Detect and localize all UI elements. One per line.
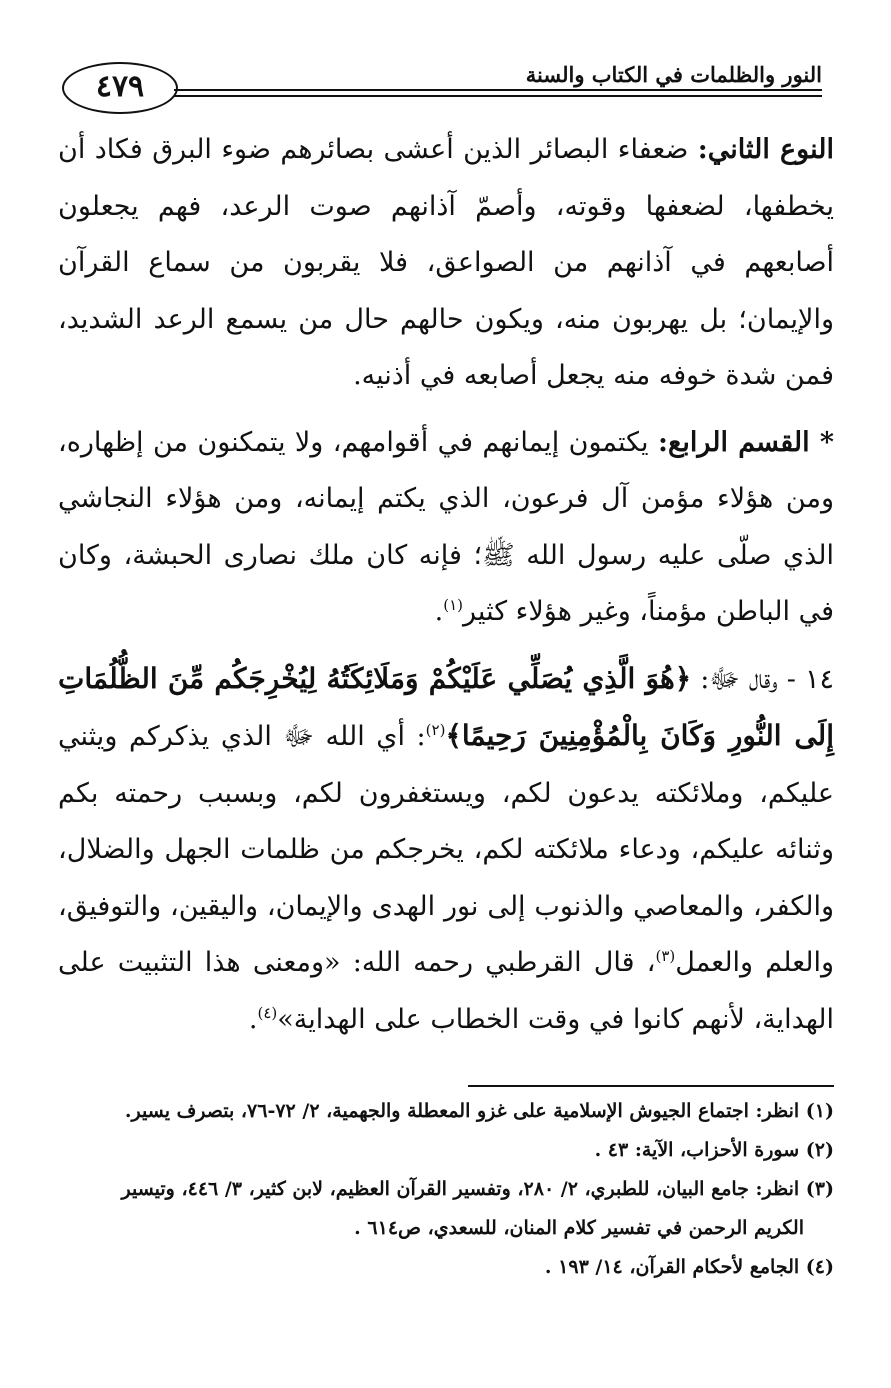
- footnote-2: (٢) سورة الأحزاب، الآية: ٤٣ .: [594, 1139, 834, 1161]
- running-title: النور والظلمات في الكتاب والسنة: [525, 62, 822, 87]
- paragraph-verse-14: [58, 651, 834, 1049]
- page-number: ٤٧٩: [62, 62, 178, 114]
- paragraph-text: ، قال القرطبي رحمه الله: «ومعنى هذا التثبيت على الهداية، لأنهم كانوا في وقت الخطاب على الهداية»: [58, 947, 834, 1035]
- paragraph-text: : أي الله ﷻ الذي يذكركم ويثني عليكم، وملائكته يدعون لكم، ويستغفرون لكم، وبسبب رحمته بكم وثنائه عليكم، ودعاء ملائكته لكم، يخرجكم من ظلمات الجهل والضلال، والكفر، والمعاصي والذنوب إلى نور الهدى والإيمان، واليقين، والتوفيق، والعلم والعمل: [58, 721, 834, 978]
- footnote-3: (٣) انظر: جامع البيان، للطبري، ٢/ ٢٨٠، وتفسير القرآن العظيم، لابن كثير، ٣/ ٤٤٦، وتيسير: [121, 1178, 834, 1200]
- paragraph-section-four: [58, 415, 834, 641]
- footnote-separator: [468, 1085, 834, 1087]
- quran-verse: ﴿هُوَ الَّذِي يُصَلِّي عَلَيْكُمْ وَمَلَائِكَتُهُ لِيُخْرِجَكُم مِّنَ الظُّلُمَاتِ إِلَى النُّورِ وَكَانَ بِالْمُؤْمِنِينَ رَحِيمًا﴾: [58, 661, 834, 752]
- footnotes: [58, 1092, 834, 1287]
- asterisk-marker: *: [809, 426, 834, 458]
- footnote-ref: (٣): [655, 947, 676, 965]
- paragraph-text: يكتمون إيمانهم في أقوامهم، ولا يتمكنون من إظهاره، ومن هؤلاء مؤمن آل فرعون، الذي يكتم إيمانه، ومن هؤلاء النجاشي الذي صلّى عليه رسول الله ﷺ؛ فإنه كان ملك نصارى الحبشة، وكان في الباطن مؤمناً، وغير هؤلاء كثير: [58, 426, 834, 627]
- paragraph-type-two: [58, 122, 834, 405]
- paragraph-end: .: [434, 596, 444, 627]
- paragraph-lead: القسم الرابع:: [657, 426, 810, 458]
- paragraph-text: ضعفاء البصائر الذين أعشى بصائرهم ضوء البرق فكاد أن يخطفها، لضعفها وقوته، وأصمّ آذانهم صوت الرعد، فهم يجعلون أصابعهم في آذانهم من الصواعق، فلا يقربون من سماع القرآن والإيمان؛ بل يهربون منه، ويكون حالهم حال من يسمع الرعد الشديد، فمن شدة خوفه منه يجعل أصابعه في أذنيه.: [58, 134, 834, 391]
- footnote-3-continued: الكريم الرحمن في تفسير كلام المنان، للسعدي، ص٦١٤ .: [354, 1217, 804, 1239]
- paragraph-lead: النوع الثاني:: [697, 134, 834, 165]
- footnote-ref: (٤): [257, 1003, 278, 1022]
- paragraph-end: .: [248, 1003, 258, 1035]
- footnote-1: (١) انظر: اجتماع الجيوش الإسلامية على غزو المعطلة والجهمية، ٢/ ٧٢-٧٦، بتصرف يسير.: [124, 1100, 834, 1122]
- footnote-ref: (٢): [425, 721, 446, 739]
- header-double-rule: [174, 89, 822, 97]
- footnote-4: (٤) الجامع لأحكام القرآن، ١٤/ ١٩٣ .: [544, 1256, 834, 1278]
- item-number: ١٤ - وقال ﷻ:: [691, 663, 834, 695]
- footnote-ref: (١): [443, 596, 464, 614]
- main-text: [58, 122, 834, 1048]
- page-header: [62, 54, 822, 126]
